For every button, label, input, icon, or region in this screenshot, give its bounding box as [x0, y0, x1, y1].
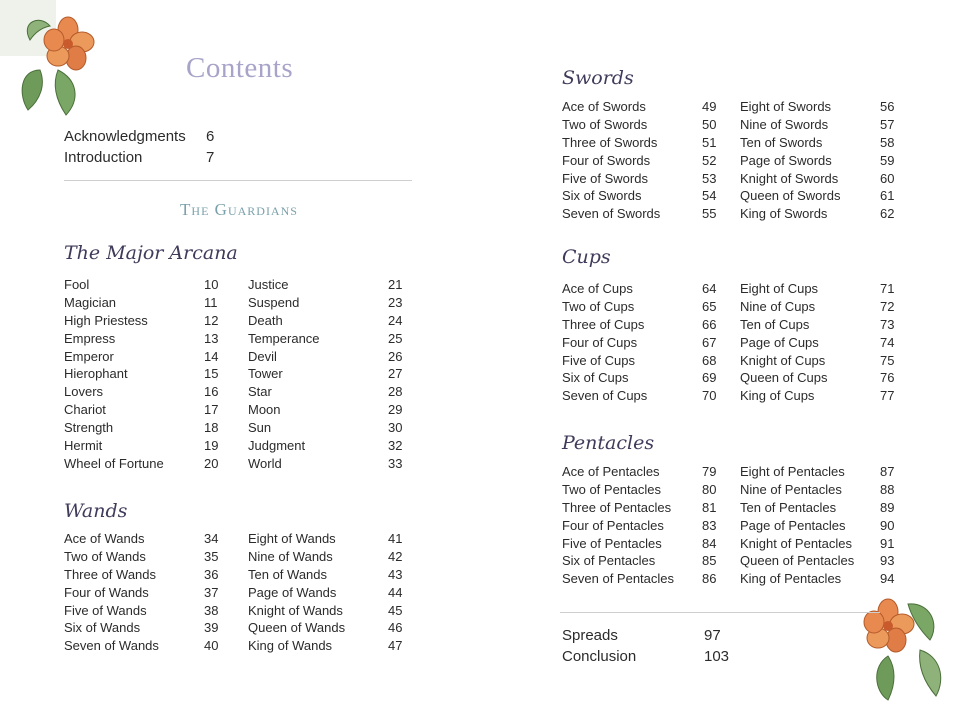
- toc-entry-name: Ace of Wands: [64, 531, 145, 546]
- toc-entry-page: 36: [204, 566, 219, 582]
- toc-entry[interactable]: [248, 276, 418, 294]
- toc-entry-page: 103: [704, 648, 730, 665]
- toc-entry-page: 91: [880, 535, 895, 551]
- toc-entry-page: 51: [702, 134, 717, 150]
- toc-entry-page: 65: [702, 298, 717, 314]
- toc-entry-page: 29: [388, 402, 403, 418]
- cups-heading: Cups: [562, 246, 611, 268]
- toc-entry-name: Seven of Cups: [562, 388, 648, 404]
- toc-entry-page: 42: [388, 548, 403, 564]
- toc-entry[interactable]: [740, 187, 910, 205]
- toc-entry-name: Four of Wands: [64, 584, 149, 600]
- toc-entry[interactable]: [248, 637, 418, 655]
- toc-entry-name: Tower: [248, 366, 283, 382]
- toc-entry[interactable]: [248, 566, 418, 584]
- toc-entry-page: 43: [388, 566, 403, 582]
- toc-entry-name: King of Pentacles: [740, 571, 842, 587]
- toc-entry-name: Chariot: [64, 402, 106, 418]
- toc-entry[interactable]: [64, 401, 234, 419]
- toc-entry[interactable]: [562, 152, 732, 170]
- toc-entry[interactable]: [562, 552, 732, 570]
- toc-entry-name: Five of Cups: [562, 352, 635, 368]
- toc-entry-name: Seven of Pentacles: [562, 571, 675, 587]
- toc-entry-page: 19: [204, 438, 219, 454]
- toc-entry[interactable]: [740, 570, 910, 588]
- toc-entry-name: King of Cups: [740, 388, 815, 404]
- toc-entry-page: 16: [204, 384, 219, 400]
- toc-entry[interactable]: [562, 517, 732, 535]
- toc-entry[interactable]: [740, 205, 910, 223]
- toc-entry[interactable]: [562, 334, 732, 352]
- toc-entry-name: World: [248, 455, 282, 471]
- toc-entry-page: 35: [204, 548, 219, 564]
- toc-entry-page: 50: [702, 116, 717, 132]
- toc-entry[interactable]: [740, 316, 910, 334]
- toc-entry-page: 71: [880, 281, 895, 296]
- toc-entry-name: Ace of Pentacles: [562, 464, 660, 479]
- toc-entry[interactable]: [64, 294, 234, 312]
- toc-entry-page: 18: [204, 420, 219, 436]
- guardians-heading: The Guardians: [180, 200, 298, 219]
- toc-entry-name: Queen of Cups: [740, 370, 828, 386]
- toc-entry-page: 74: [880, 334, 895, 350]
- toc-entry[interactable]: [248, 348, 418, 366]
- back-matter-list: [562, 625, 730, 667]
- toc-entry[interactable]: [562, 134, 732, 152]
- toc-entry[interactable]: [248, 584, 418, 602]
- toc-entry[interactable]: [248, 437, 418, 455]
- toc-entry[interactable]: [562, 298, 732, 316]
- toc-entry-page: 67: [702, 334, 717, 350]
- toc-entry-page: 45: [388, 602, 403, 618]
- toc-entry[interactable]: [740, 552, 910, 570]
- toc-entry-page: 54: [702, 188, 717, 204]
- toc-entry-name: Page of Wands: [248, 584, 337, 600]
- toc-entry-name: Knight of Pentacles: [740, 535, 853, 551]
- toc-entry-page: 37: [204, 584, 219, 600]
- toc-entry[interactable]: [562, 187, 732, 205]
- toc-entry[interactable]: [248, 365, 418, 383]
- toc-entry[interactable]: [740, 334, 910, 352]
- toc-entry-page: 25: [388, 330, 403, 346]
- wands-col2: [248, 530, 418, 655]
- toc-entry-page: 27: [388, 366, 403, 382]
- toc-entry-name: Seven of Swords: [562, 206, 661, 222]
- toc-entry[interactable]: [562, 98, 732, 116]
- toc-entry-name: Eight of Pentacles: [740, 464, 845, 479]
- toc-entry-name: Six of Pentacles: [562, 553, 656, 569]
- toc-entry[interactable]: [64, 437, 234, 455]
- swords-col1: [562, 98, 732, 223]
- toc-entry-name: Acknowledgments: [64, 128, 186, 145]
- toc-entry-name: Four of Cups: [562, 334, 638, 350]
- toc-entry-name: Four of Pentacles: [562, 517, 664, 533]
- toc-entry-page: 77: [880, 388, 895, 404]
- toc-entry-page: 84: [702, 535, 717, 551]
- toc-entry-page: 79: [702, 464, 717, 479]
- toc-entry[interactable]: [740, 116, 910, 134]
- toc-entry[interactable]: [248, 602, 418, 620]
- toc-entry-page: 12: [204, 312, 219, 328]
- toc-entry-name: Emperor: [64, 348, 114, 364]
- toc-entry-page: 38: [204, 602, 219, 618]
- toc-entry-name: Two of Wands: [64, 548, 146, 564]
- toc-entry[interactable]: [562, 570, 732, 588]
- toc-entry-page: 73: [880, 316, 895, 332]
- toc-entry[interactable]: [740, 463, 910, 481]
- toc-entry[interactable]: [64, 619, 234, 637]
- toc-entry-page: 88: [880, 481, 895, 497]
- toc-entry[interactable]: [248, 401, 418, 419]
- toc-entry-name: Two of Pentacles: [562, 481, 661, 497]
- toc-entry-page: 53: [702, 170, 717, 186]
- pentacles-heading: Pentacles: [562, 432, 655, 454]
- toc-entry-name: Eight of Swords: [740, 99, 832, 114]
- toc-entry-name: Seven of Wands: [64, 638, 159, 654]
- toc-entry-name: Nine of Swords: [740, 116, 829, 132]
- toc-entry[interactable]: [64, 330, 234, 348]
- toc-entry[interactable]: [740, 298, 910, 316]
- toc-entry[interactable]: [64, 602, 234, 620]
- toc-entry-page: 44: [388, 584, 403, 600]
- toc-entry-name: Knight of Wands: [248, 602, 343, 618]
- toc-entry-page: 70: [702, 388, 717, 404]
- toc-entry-page: 28: [388, 384, 403, 400]
- toc-entry-page: 7: [206, 149, 215, 166]
- toc-entry-name: High Priestess: [64, 312, 148, 328]
- toc-entry[interactable]: [64, 419, 234, 437]
- toc-entry-page: 17: [204, 402, 219, 418]
- toc-entry[interactable]: [64, 548, 234, 566]
- toc-entry[interactable]: [64, 147, 224, 168]
- toc-entry-name: Wheel of Fortune: [64, 455, 164, 471]
- toc-entry-page: 64: [702, 281, 717, 296]
- toc-entry-name: Nine of Wands: [248, 548, 333, 564]
- toc-entry-page: 11: [204, 294, 218, 310]
- toc-entry-page: 59: [880, 152, 895, 168]
- toc-entry[interactable]: [562, 369, 732, 387]
- toc-entry-name: Conclusion: [562, 648, 637, 665]
- toc-entry[interactable]: [740, 352, 910, 370]
- toc-entry[interactable]: [740, 170, 910, 188]
- toc-entry-page: 69: [702, 370, 717, 386]
- toc-entry[interactable]: [740, 535, 910, 553]
- toc-entry[interactable]: [64, 365, 234, 383]
- toc-entry-name: Ten of Cups: [740, 316, 810, 332]
- toc-entry-page: 23: [388, 294, 403, 310]
- toc-entry-page: 20: [204, 455, 219, 471]
- toc-entry-page: 61: [880, 188, 895, 204]
- wands-col1: [64, 530, 234, 655]
- toc-entry[interactable]: [740, 98, 910, 116]
- toc-entry-page: 10: [204, 277, 219, 292]
- toc-entry-name: Justice: [248, 277, 289, 292]
- toc-entry[interactable]: [64, 566, 234, 584]
- divider: [560, 612, 880, 613]
- toc-entry-page: 89: [880, 499, 895, 515]
- toc-entry-page: 85: [702, 553, 717, 569]
- toc-entry-name: Eight of Cups: [740, 281, 819, 296]
- toc-entry-page: 68: [702, 352, 717, 368]
- toc-entry-name: Devil: [248, 348, 277, 364]
- toc-entry-name: Ten of Swords: [740, 134, 823, 150]
- toc-entry-name: Empress: [64, 330, 116, 346]
- toc-entry-name: Ace of Cups: [562, 281, 633, 296]
- toc-entry-name: Spreads: [562, 627, 618, 644]
- toc-entry[interactable]: [562, 316, 732, 334]
- toc-entry-page: 55: [702, 206, 717, 222]
- toc-entry-name: Six of Wands: [64, 620, 141, 636]
- toc-entry[interactable]: [248, 548, 418, 566]
- swords-heading: Swords: [562, 67, 634, 89]
- toc-entry-name: Death: [248, 312, 283, 328]
- major-arcana-col1: [64, 276, 234, 473]
- toc-entry-page: 76: [880, 370, 895, 386]
- hibiscus-flower-icon: [0, 0, 100, 120]
- toc-entry[interactable]: [740, 152, 910, 170]
- toc-entry-page: 21: [388, 277, 403, 292]
- toc-entry-page: 60: [880, 170, 895, 186]
- wands-heading: Wands: [64, 500, 128, 522]
- toc-entry-page: 6: [206, 128, 215, 145]
- toc-entry-page: 32: [388, 438, 403, 454]
- toc-entry-name: Judgment: [248, 438, 306, 454]
- toc-entry-page: 15: [204, 366, 219, 382]
- pentacles-col1: [562, 463, 732, 588]
- toc-entry-page: 39: [204, 620, 219, 636]
- toc-entry-name: Ace of Swords: [562, 99, 646, 114]
- toc-entry[interactable]: [64, 530, 234, 548]
- toc-entry[interactable]: [562, 280, 732, 298]
- toc-entry-page: 13: [204, 330, 219, 346]
- toc-entry[interactable]: [248, 312, 418, 330]
- toc-entry-name: Three of Pentacles: [562, 499, 672, 515]
- toc-entry-name: Ten of Pentacles: [740, 499, 837, 515]
- toc-entry-name: Six of Cups: [562, 370, 629, 386]
- toc-entry-name: King of Wands: [248, 638, 333, 654]
- toc-entry[interactable]: [562, 646, 730, 667]
- toc-entry[interactable]: [64, 637, 234, 655]
- toc-entry[interactable]: [64, 312, 234, 330]
- toc-entry-name: Six of Swords: [562, 188, 642, 204]
- toc-entry[interactable]: [562, 205, 732, 223]
- toc-entry[interactable]: [64, 348, 234, 366]
- toc-entry-page: 14: [204, 348, 219, 364]
- toc-entry-name: Two of Swords: [562, 116, 648, 132]
- toc-entry-name: Four of Swords: [562, 152, 651, 168]
- toc-entry-name: Magician: [64, 294, 117, 310]
- toc-entry-name: Page of Pentacles: [740, 517, 846, 533]
- toc-entry[interactable]: [64, 383, 234, 401]
- toc-entry-name: Five of Swords: [562, 170, 648, 186]
- toc-entry-name: Fool: [64, 277, 90, 292]
- toc-entry[interactable]: [740, 369, 910, 387]
- divider: [64, 180, 412, 181]
- toc-entry[interactable]: [562, 481, 732, 499]
- toc-entry-page: 26: [388, 348, 403, 364]
- toc-entry-name: Strength: [64, 420, 114, 436]
- toc-entry-name: Three of Wands: [64, 566, 157, 582]
- toc-entry[interactable]: [248, 619, 418, 637]
- toc-entry[interactable]: [562, 499, 732, 517]
- toc-entry-name: Ten of Wands: [248, 566, 328, 582]
- toc-entry[interactable]: [740, 481, 910, 499]
- toc-entry[interactable]: [562, 170, 732, 188]
- cups-col2: [740, 280, 910, 405]
- toc-entry[interactable]: [248, 294, 418, 312]
- toc-entry-page: 58: [880, 134, 895, 150]
- toc-entry-page: 46: [388, 620, 403, 636]
- toc-entry[interactable]: [562, 352, 732, 370]
- toc-entry-name: Hierophant: [64, 366, 128, 382]
- toc-entry-name: Knight of Swords: [740, 170, 839, 186]
- toc-entry[interactable]: [562, 116, 732, 134]
- toc-entry-page: 57: [880, 116, 895, 132]
- pentacles-col2: [740, 463, 910, 588]
- toc-entry-page: 75: [880, 352, 895, 368]
- toc-entry-name: Nine of Cups: [740, 298, 816, 314]
- toc-entry-name: Three of Swords: [562, 134, 658, 150]
- toc-entry-page: 81: [702, 499, 717, 515]
- toc-entry-page: 24: [388, 312, 403, 328]
- toc-entry-name: Page of Cups: [740, 334, 819, 350]
- toc-entry-page: 94: [880, 571, 895, 587]
- toc-entry-page: 97: [704, 627, 721, 644]
- toc-entry-page: 62: [880, 206, 895, 222]
- toc-entry-name: Suspend: [248, 294, 300, 310]
- toc-entry[interactable]: [562, 625, 722, 646]
- toc-entry[interactable]: [562, 463, 732, 481]
- major-arcana-col2: [248, 276, 418, 473]
- toc-entry-name: Nine of Pentacles: [740, 481, 842, 497]
- toc-entry-page: 30: [388, 420, 403, 436]
- toc-entry-page: 72: [880, 298, 895, 314]
- toc-entry[interactable]: [562, 535, 732, 553]
- toc-entry[interactable]: [740, 134, 910, 152]
- toc-entry-name: Lovers: [64, 384, 104, 400]
- toc-entry-page: 66: [702, 316, 717, 332]
- toc-entry-name: King of Swords: [740, 206, 828, 222]
- toc-entry-page: 41: [388, 531, 403, 546]
- toc-entry-name: Five of Pentacles: [562, 535, 662, 551]
- toc-entry-page: 40: [204, 638, 219, 654]
- toc-entry-page: 86: [702, 571, 717, 587]
- swords-col2: [740, 98, 910, 223]
- toc-entry[interactable]: [248, 330, 418, 348]
- toc-entry-name: Moon: [248, 402, 281, 418]
- front-matter-list: [64, 126, 224, 168]
- toc-entry[interactable]: [64, 584, 234, 602]
- toc-entry-name: Five of Wands: [64, 602, 147, 618]
- toc-entry[interactable]: [740, 387, 910, 405]
- toc-entry[interactable]: [64, 455, 234, 473]
- toc-entry-page: 33: [388, 455, 403, 471]
- toc-entry[interactable]: [248, 530, 418, 548]
- toc-entry-page: 47: [388, 638, 403, 654]
- toc-entry[interactable]: [248, 383, 418, 401]
- toc-entry-page: 52: [702, 152, 717, 168]
- toc-entry[interactable]: [248, 455, 418, 473]
- toc-entry-page: 80: [702, 481, 717, 497]
- toc-entry-name: Queen of Pentacles: [740, 553, 855, 569]
- toc-entry-page: 83: [702, 517, 717, 533]
- toc-entry[interactable]: [740, 499, 910, 517]
- toc-entry-page: 90: [880, 517, 895, 533]
- toc-entry-name: Knight of Cups: [740, 352, 826, 368]
- toc-entry-name: Star: [248, 384, 272, 400]
- toc-entry-name: Sun: [248, 420, 272, 436]
- toc-entry[interactable]: [562, 387, 732, 405]
- toc-entry-page: 34: [204, 531, 219, 546]
- toc-entry[interactable]: [740, 280, 910, 298]
- contents-title: Contents: [186, 52, 294, 84]
- toc-entry-name: Eight of Wands: [248, 531, 336, 546]
- toc-entry-name: Queen of Swords: [740, 188, 841, 204]
- toc-entry-name: Queen of Wands: [248, 620, 346, 636]
- toc-entry-name: Three of Cups: [562, 316, 645, 332]
- toc-entry[interactable]: [64, 276, 234, 294]
- toc-entry[interactable]: [248, 419, 418, 437]
- toc-entry-page: 87: [880, 464, 895, 479]
- toc-entry-page: 93: [880, 553, 895, 569]
- toc-entry-name: Two of Cups: [562, 298, 635, 314]
- toc-entry-name: Temperance: [248, 330, 320, 346]
- major-arcana-heading: The Major Arcana: [64, 242, 238, 264]
- toc-entry[interactable]: [740, 517, 910, 535]
- toc-entry-page: 56: [880, 99, 895, 114]
- toc-entry-name: Introduction: [64, 149, 143, 166]
- toc-entry-page: 49: [702, 99, 717, 114]
- toc-entry-name: Page of Swords: [740, 152, 832, 168]
- cups-col1: [562, 280, 732, 405]
- toc-entry[interactable]: [64, 126, 224, 147]
- toc-entry-name: Hermit: [64, 438, 103, 454]
